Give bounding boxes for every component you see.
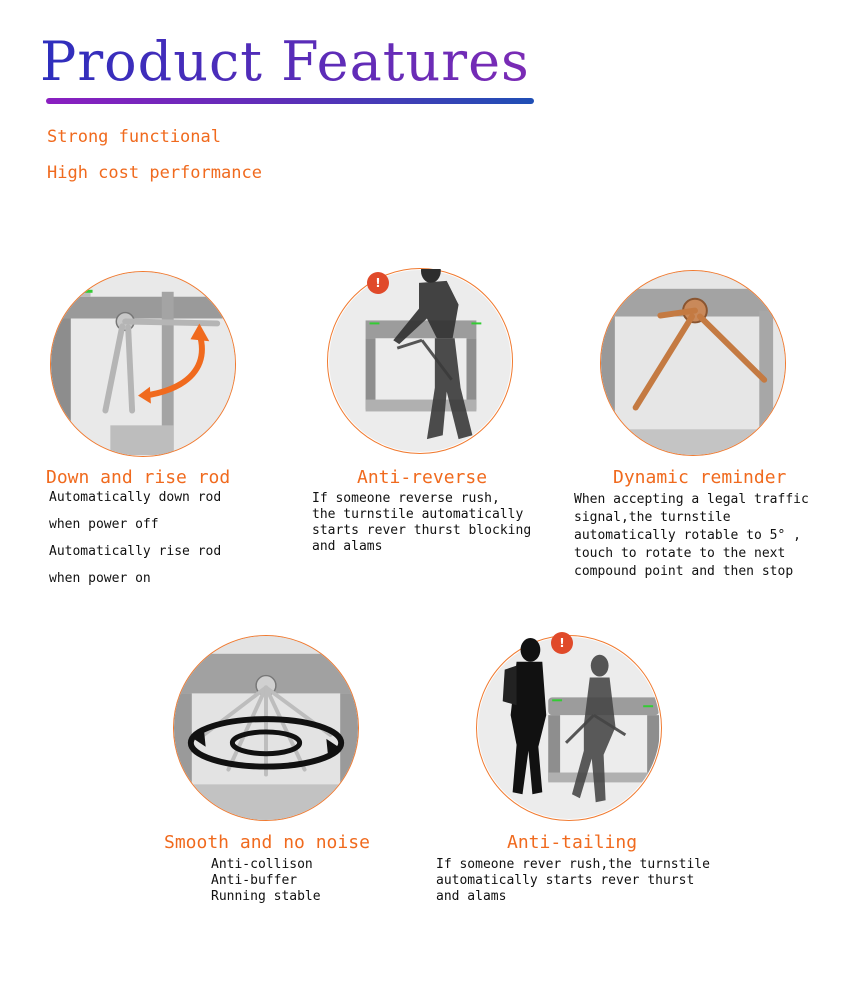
- turnstile-illustration: [51, 272, 235, 456]
- feature-desc-line: compound point and then stop: [574, 564, 794, 579]
- feature-desc-line: when power on: [49, 571, 151, 586]
- rotating-arm-illustration: [601, 271, 785, 455]
- feature-desc-line: Automatically down rod: [49, 490, 222, 505]
- feature-image-down-rise-rod: [50, 271, 236, 457]
- feature-desc-line: signal,the turnstile: [574, 510, 731, 525]
- feature-title-down-rise-rod: Down and rise rod: [46, 467, 231, 488]
- feature-desc-dynamic-reminder: [574, 491, 809, 581]
- feature-desc-line: If someone rever rush,the turnstile: [436, 857, 710, 872]
- feature-desc-line: touch to rotate to the next: [574, 546, 786, 561]
- title-underline: [46, 98, 534, 104]
- feature-desc-line: automatically starts rever thurst: [436, 873, 695, 888]
- feature-image-anti-reverse: [327, 268, 513, 454]
- feature-desc-line: when power off: [49, 517, 159, 532]
- feature-title-anti-reverse: Anti-reverse: [357, 467, 488, 488]
- feature-desc-line: starts rever thurst blocking: [312, 523, 532, 538]
- feature-desc-anti-tailing: [436, 857, 710, 905]
- feature-image-smooth-no-noise: [173, 635, 359, 821]
- feature-desc-line: If someone reverse rush,: [312, 491, 500, 506]
- feature-desc-line: When accepting a legal traffic: [574, 492, 809, 507]
- feature-desc-line: and alams: [312, 539, 383, 554]
- feature-desc-line: Running stable: [211, 889, 321, 904]
- tagline-cost-performance: High cost performance: [47, 163, 262, 183]
- alarm-light-icon: !: [367, 272, 389, 294]
- feature-desc-anti-reverse: [312, 491, 531, 555]
- turnstile-person-illustration: [328, 269, 512, 453]
- feature-desc-line: the turnstile automatically: [312, 507, 524, 522]
- feature-image-anti-tailing: [476, 635, 662, 821]
- feature-desc-line: Anti-collison: [211, 857, 313, 872]
- feature-desc-line: automatically rotable to 5° ,: [574, 528, 801, 543]
- feature-desc-down-rise-rod: [49, 484, 221, 592]
- tagline-strong-functional: Strong functional: [47, 127, 221, 147]
- alarm-light-icon: !: [551, 632, 573, 654]
- rotation-illustration: [174, 636, 358, 820]
- feature-image-dynamic-reminder: [600, 270, 786, 456]
- tailing-people-illustration: [477, 636, 661, 820]
- feature-title-anti-tailing: Anti-tailing: [507, 832, 638, 853]
- feature-desc-line: and alams: [436, 889, 507, 904]
- feature-desc-smooth-no-noise: [211, 857, 321, 905]
- feature-desc-line: Anti-buffer: [211, 873, 298, 888]
- feature-title-smooth-no-noise: Smooth and no noise: [164, 832, 370, 853]
- feature-title-dynamic-reminder: Dynamic reminder: [613, 467, 787, 488]
- feature-desc-line: Automatically rise rod: [49, 544, 222, 559]
- page-title: Product Features: [40, 30, 530, 93]
